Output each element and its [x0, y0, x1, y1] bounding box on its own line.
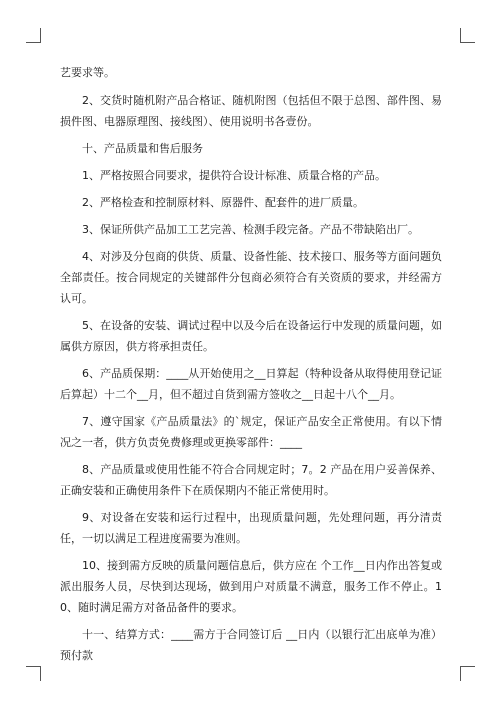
crop-mark-bottom-left	[26, 666, 41, 681]
crop-mark-top-left	[26, 28, 41, 43]
paragraph-item-6-warranty: 6、产品质保期：____从开始使用之__日算起（特种设备从取得使用登记证后算起）十二个__月，但不超过自货到需方签收之__日起十八个__月。	[60, 367, 442, 401]
paragraph-item-2: 2、严格检查和控制原材料、原器件、配套件的进厂质量。	[82, 196, 364, 209]
crop-mark-top-right	[460, 28, 475, 43]
section-heading-settlement: 十一、结算方式：____需方于合同签订后 __日内（以银行汇出底单为准）预付款	[60, 628, 442, 662]
paragraph-item-3: 3、保证所供产品加工工艺完善、检测手段完备。产品不带缺陷出厂。	[82, 223, 419, 236]
paragraph-item-10: 10、接到需方反映的质量问题信息后，供方应在 个工作__日内作出答复或派出服务人员，尽快到达现场，做到用户对质量不满意，服务工作不停止。10、随时满足需方对备品备件的要求。	[60, 559, 442, 614]
crop-mark-bottom-right	[460, 666, 475, 681]
document-body	[60, 62, 442, 672]
paragraph-continuation: 艺要求等。	[60, 66, 115, 79]
paragraph-item-5: 5、在设备的安装、调试过程中以及今后在设备运行中发现的质量问题，如属供方原因，供方将承担责任。	[60, 319, 442, 353]
paragraph-item-8: 8、产品质量或使用性能不符合合同规定时；7。2 产品在用户妥善保养、正确安装和正确使用条件下在质保期内不能正常使用时。	[60, 463, 442, 497]
paragraph-item-4: 4、对涉及分包商的供货、质量、设备性能、技术接口、服务等方面问题负全部责任。按合同规定的关键部件分包商必须符合有关资质的要求，并经需方认可。	[60, 250, 442, 305]
paragraph-item-1: 1、严格按照合同要求，提供符合设计标准、质量合格的产品。	[82, 169, 386, 182]
section-heading-quality-service: 十、产品质量和售后服务	[82, 142, 203, 155]
paragraph-delivery-docs: 2、交货时随机附产品合格证、随机附图（包括但不限于总图、部件图、易损件图、电器原理图、接线图）、使用说明书各壹份。	[60, 94, 442, 128]
paragraph-item-9: 9、对设备在安装和运行过程中，出现质量问题，先处理问题，再分清责任，一切以满足工程进度需要为准则。	[60, 511, 442, 545]
paragraph-item-7: 7、遵守国家《产品质量法》的`规定，保证产品安全正常使用。有以下情况之一者，供方负责免费修理或更换零部件：____	[60, 415, 442, 449]
